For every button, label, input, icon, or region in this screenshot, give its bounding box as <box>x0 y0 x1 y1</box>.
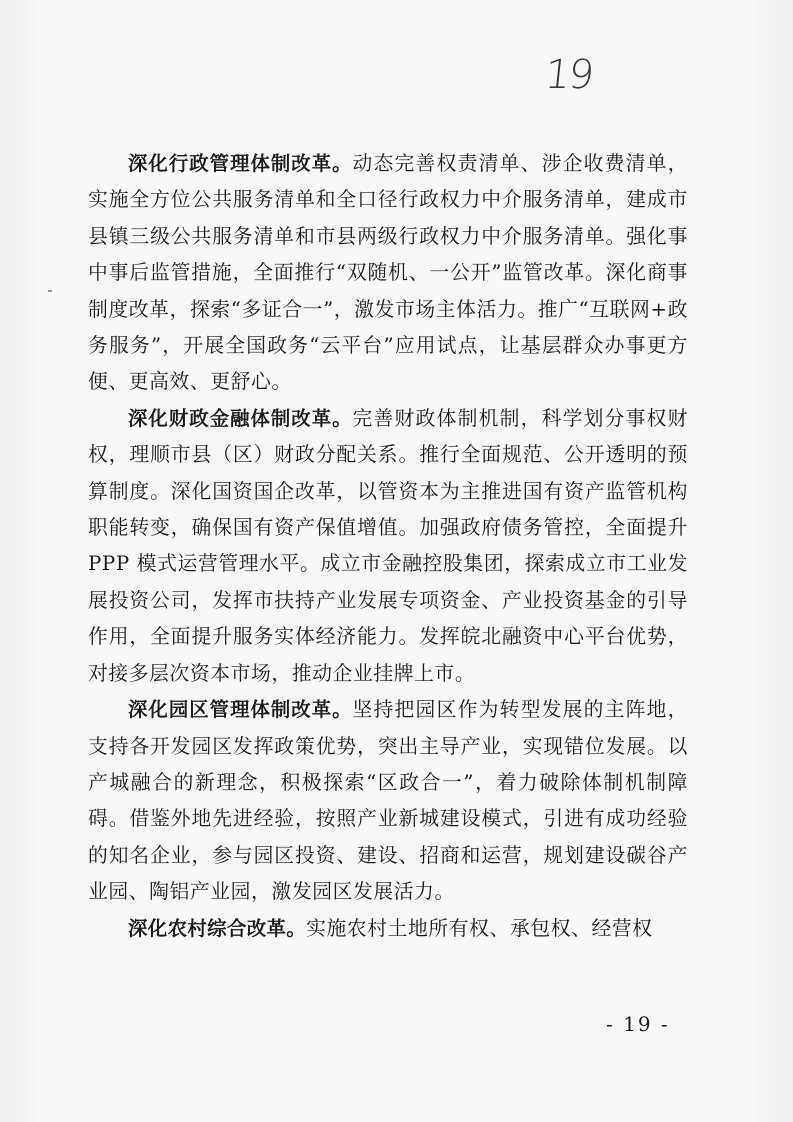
page-number: - 19 - <box>606 1012 670 1036</box>
paragraph-park-management-reform <box>88 692 688 910</box>
paragraph-heading: 深化行政管理体制改革。 <box>128 152 353 175</box>
paragraph-heading: 深化财政金融体制改革。 <box>128 406 353 430</box>
document-body <box>88 146 688 947</box>
handwritten-page-number: 19 <box>542 52 595 98</box>
paragraph-heading: 深化园区管理体制改革。 <box>128 698 353 722</box>
paragraph-administrative-reform <box>88 146 688 401</box>
paragraph-text: 实施农村土地所有权、承包权、经营权 <box>306 916 653 940</box>
paragraph-text: 完善财政体制机制，科学划分事权财权，理顺市县（区）财政分配关系。推行全面规范、公开透明的预算制度。深化国资国企改革，以管资本为主推进国有资产监管机构职能转变，确保国有资产保值增值。加强政府债务管控，全面提升 PPP 模式运营管理水平。成立市金融控股集团，探索成立市工业发展投资公司，发挥市扶持产业发展专项资金、产业投资基金的引导作用，全面提升服务实体经济能力。发挥皖北融资中心平台优势，对接多层次资本市场，推动企业挂牌上市。 <box>88 406 688 685</box>
paragraph-rural-reform <box>88 911 688 947</box>
paragraph-heading: 深化农村综合改革。 <box>128 916 307 940</box>
paragraph-text: 动态完善权责清单、涉企收费清单，实施全方位公共服务清单和全口径行政权力中介服务清单，建成市县镇三级公共服务清单和市县两级行政权力中介服务清单。强化事中事后监管措施，全面推行“双随机、一公开”监管改革。深化商事制度改革，探索“多证合一”，激发市场主体活力。推广“互联网+政务服务”，开展全国政务“云平台”应用试点，让基层群众办事更方便、更高效、更舒心。 <box>88 152 688 394</box>
margin-mark <box>48 290 52 292</box>
paragraph-text: 坚持把园区作为转型发展的主阵地，支持各开发园区发挥政策优势，突出主导产业，实现错位发展。以产城融合的新理念，积极探索“区政合一”，着力破除体制机制障碍。借鉴外地先进经验，按照产业新城建设模式，引进有成功经验的知名企业，参与园区投资、建设、招商和运营，规划建设碳谷产业园、陶铝产业园，激发园区发展活力。 <box>88 698 688 904</box>
paragraph-fiscal-financial-reform <box>88 401 688 692</box>
